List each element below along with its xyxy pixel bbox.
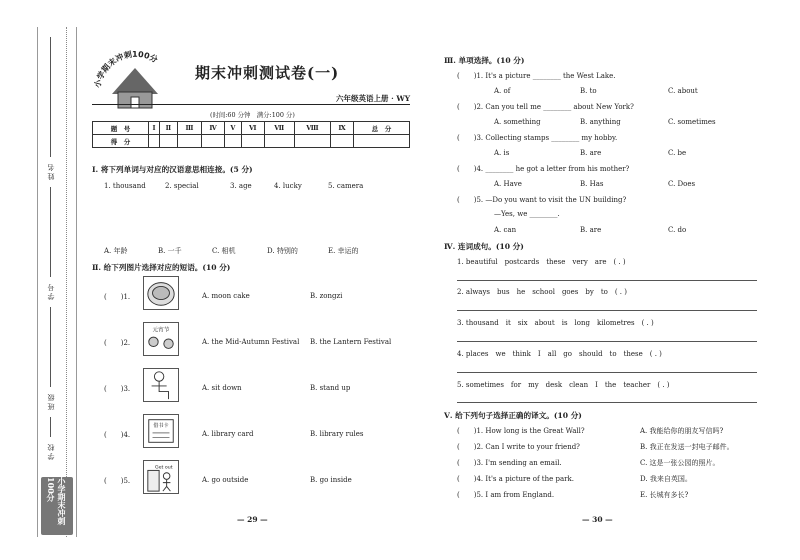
option-a: A. go outside (202, 476, 249, 484)
question: ( )3. Collecting stamps ________ my hobby. (457, 134, 618, 142)
option-a: A. the Mid-Autumn Festival (202, 338, 300, 346)
section1-title: Ⅰ. 将下列单词与对应的汉语意思相连接。(5 分) (92, 165, 253, 174)
logo-text: 小学期末冲刺100分 (92, 49, 160, 89)
answer-blank[interactable]: ( )1. (104, 293, 131, 301)
option-a: A. something (494, 118, 541, 126)
translation: A. 我能给你的朋友写信吗? (640, 427, 724, 435)
moon-cake-picture (143, 276, 179, 310)
score-cell: Ⅵ (241, 122, 264, 135)
scramble-item: 4. places we think I all go should to these ( . ) (457, 350, 662, 358)
answer-blank[interactable]: ( )2. (104, 339, 131, 347)
scramble-item: 5. sometimes for my desk clean I the teacher ( . ) (457, 381, 670, 389)
option-c: C. Does (668, 180, 696, 188)
answer-blank[interactable]: ( )5. (104, 477, 131, 485)
word-item: 5. camera (328, 182, 364, 190)
picture-text: 借书卡 (153, 423, 169, 430)
option-c: C. be (668, 149, 687, 157)
class-line (50, 307, 51, 387)
page-number-left: — 29 — (237, 515, 268, 524)
scramble-item: 3. thousand it six about is long kilometres ( . ) (457, 319, 654, 327)
score-input[interactable] (331, 135, 354, 148)
library-card-picture (143, 414, 179, 448)
section3-title: Ⅲ. 单项选择。(10 分) (444, 56, 525, 65)
translation: D. 我来自英国。 (640, 475, 692, 483)
translation: B. 我正在发送一封电子邮件。 (640, 443, 734, 451)
score-input[interactable] (202, 135, 225, 148)
option-c: C. sometimes (668, 118, 716, 126)
score-input[interactable] (264, 135, 294, 148)
sit-down-picture (143, 368, 179, 402)
score-cell: Ⅶ (264, 122, 294, 135)
answer-line[interactable] (457, 310, 757, 311)
score-input[interactable] (177, 135, 201, 148)
word-item: 2. special (165, 182, 199, 190)
score-table (92, 121, 410, 148)
question: ( )1. It's a picture ________ the West Lake. (457, 72, 616, 80)
score-input[interactable] (225, 135, 242, 148)
sentence: ( )4. It's a picture of the park. (457, 475, 574, 483)
option-b: B. anything (580, 118, 621, 126)
scramble-item: 1. beautiful postcards these very are ( . ) (457, 258, 626, 266)
answer-line[interactable] (457, 341, 757, 342)
section2-title: Ⅱ. 给下列图片选择对应的短语。(10 分) (92, 263, 231, 272)
translation: E. 长城有多长? (640, 491, 689, 499)
option-a: A. is (494, 149, 510, 157)
score-input[interactable] (294, 135, 331, 148)
word-item: 3. age (230, 182, 252, 190)
score-header-row (93, 122, 410, 135)
answer-line[interactable] (457, 402, 757, 403)
binding-strip (37, 27, 77, 537)
cut-line (66, 27, 67, 537)
sentence: ( )5. I am from England. (457, 491, 555, 499)
header-rule (92, 104, 410, 105)
section5-title: Ⅴ. 给下列句子选择正确的译文。(10 分) (444, 411, 582, 420)
score-cell: Ⅲ (177, 122, 201, 135)
option-a: A. of (494, 87, 511, 95)
name-label: 姓名 (47, 162, 55, 180)
score-input[interactable] (149, 135, 160, 148)
scramble-item: 2. always bus he school goes by to ( . ) (457, 288, 627, 296)
score-cell: Ⅸ (331, 122, 354, 135)
score-cell: Ⅳ (202, 122, 225, 135)
section4-title: Ⅳ. 连词成句。(10 分) (444, 242, 524, 251)
translation: C. 这是一张公园的照片。 (640, 459, 720, 467)
option-b: B. are (580, 226, 602, 234)
name-line (50, 37, 51, 157)
option-a: A. Have (494, 180, 522, 188)
option-a: A. library card (202, 430, 254, 438)
answer-blank[interactable]: ( )4. (104, 431, 131, 439)
picture-text: Get out (155, 465, 173, 471)
picture-text: 元宵节 (152, 327, 170, 334)
option-b: B. zongzi (310, 292, 343, 300)
score-cell: Ⅷ (294, 122, 331, 135)
question: ( )5. —Do you want to visit the UN building? (457, 196, 627, 204)
id-label: 学号 (47, 282, 55, 300)
answer-blank[interactable]: ( )3. (104, 385, 131, 393)
go-outside-picture (143, 460, 179, 494)
score-cell: Ⅱ (160, 122, 178, 135)
score-cell: 题 号 (93, 122, 149, 135)
question: ( )4. ________ he got a letter from his mother? (457, 165, 630, 173)
option-a: A. moon cake (202, 292, 250, 300)
sentence: ( )1. How long is the Great Wall? (457, 427, 585, 435)
meaning-item: B. 一千 (158, 247, 182, 255)
score-cell: Ⅴ (225, 122, 242, 135)
grade-label: 六年级英语上册 · WY (336, 94, 411, 103)
option-b: B. stand up (310, 384, 351, 392)
time-label: (时间:60 分钟 满分:100 分) (210, 111, 295, 119)
answer-line[interactable] (457, 372, 757, 373)
score-input[interactable] (160, 135, 178, 148)
question-line2: —Yes, we ________. (494, 210, 560, 218)
sentence: ( )3. I'm sending an email. (457, 459, 562, 467)
score-cell: 总 分 (353, 122, 409, 135)
option-b: B. library rules (310, 430, 364, 438)
score-cell: Ⅰ (149, 122, 160, 135)
score-value-row (93, 135, 410, 148)
option-a: A. can (494, 226, 517, 234)
page-title: 期末冲刺测试卷(一) (195, 64, 340, 82)
option-b: B. are (580, 149, 602, 157)
house-logo-icon (92, 42, 178, 112)
sentence: ( )2. Can I write to your friend? (457, 443, 580, 451)
score-cell: 得 分 (93, 135, 149, 148)
word-item: 4. lucky (274, 182, 302, 190)
option-c: C. do (668, 226, 687, 234)
meaning-item: A. 年龄 (104, 247, 128, 255)
answer-line[interactable] (457, 280, 757, 281)
option-c: C. about (668, 87, 698, 95)
option-b: B. Has (580, 180, 604, 188)
option-b: B. the Lantern Festival (310, 338, 392, 346)
lantern-festival-picture (143, 322, 179, 356)
class-label: 班级 (47, 392, 55, 410)
option-a: A. sit down (202, 384, 242, 392)
option-b: B. to (580, 87, 597, 95)
word-item: 1. thousand (104, 182, 146, 190)
meaning-item: C. 相机 (212, 247, 236, 255)
page-number-right: — 30 — (582, 515, 613, 524)
meaning-item: E. 幸运的 (328, 247, 359, 255)
meaning-item: D. 特别的 (267, 247, 298, 255)
option-b: B. go inside (310, 476, 352, 484)
score-input[interactable] (353, 135, 409, 148)
school-line (50, 417, 51, 437)
question: ( )2. Can you tell me ________ about New York? (457, 103, 634, 111)
school-label: 学校 (47, 442, 55, 460)
brand-badge: 小学期末冲刺100分 (41, 477, 73, 535)
id-line (50, 187, 51, 277)
score-input[interactable] (241, 135, 264, 148)
